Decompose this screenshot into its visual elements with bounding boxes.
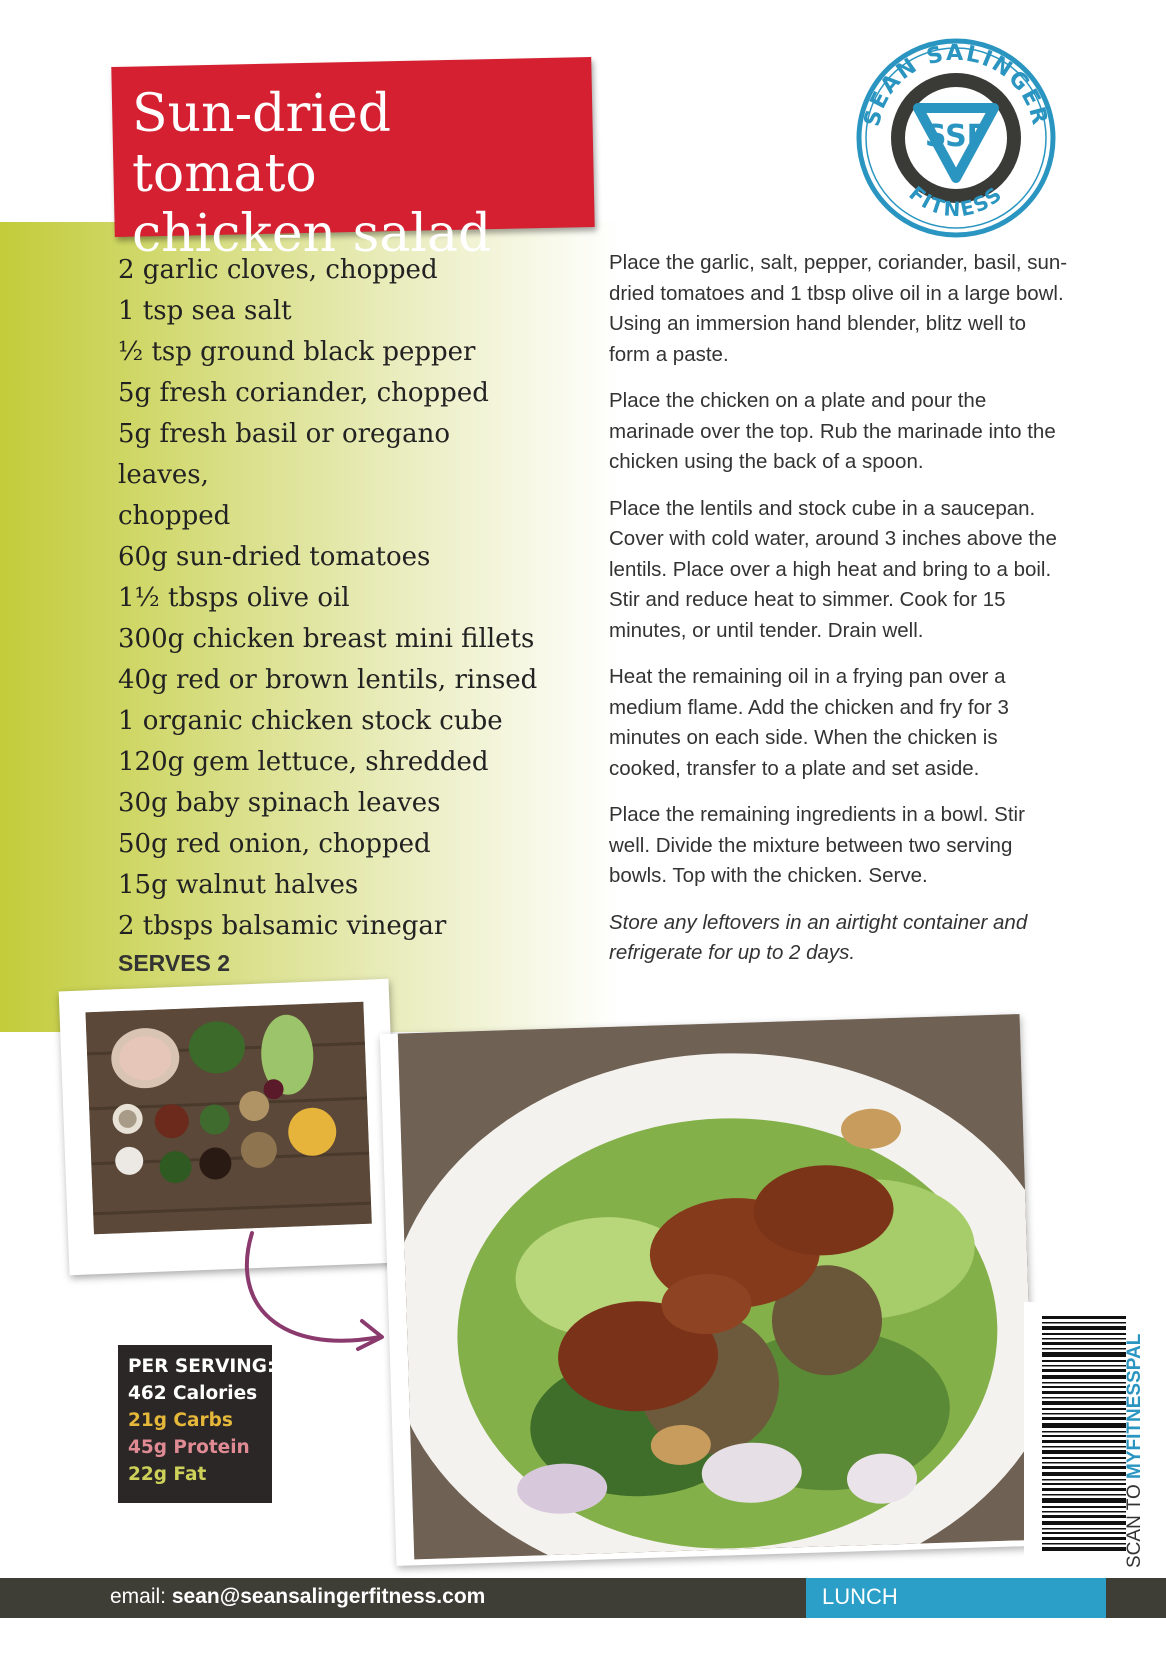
salad-photo [398,1014,1036,1559]
nutrition-fat: 22g Fat [128,1464,207,1485]
ingredient-item: 30g baby spinach leaves [118,788,441,818]
method-step: Place the garlic, salt, pepper, coriander, basil, sun-dried tomatoes and 1 tbsp olive oil in a large bowl. Using an immersion hand blender, blitz well to form a paste. [609,251,1068,366]
method-step: Place the remaining ingredients in a bowl. Stir well. Divide the mixture between two serving bowls. Top with the chicken. Serve. [609,803,1025,887]
ingredient-item: 5g fresh basil or oregano leaves, [118,419,450,490]
ingredient-list [118,250,538,947]
ingredient-item: 1½ tbsps olive oil [118,583,350,613]
serves-label: SERVES 2 [118,950,231,976]
ingredient-item: 120g gem lettuce, shredded [118,747,489,777]
nutrition-carbs: 21g Carbs [128,1410,233,1431]
logo-monogram: SSF [924,119,988,154]
ingredient-item: 40g red or brown lentils, rinsed [118,665,538,695]
ingredient-item: 1 organic chicken stock cube [118,706,503,736]
title-line-1: Sun-dried tomato [132,84,392,204]
scan-app-name: MYFITNESSPAL [1124,1333,1145,1479]
ingredient-item: 50g red onion, chopped [118,829,431,859]
nutrition-protein: 45g Protein [128,1437,250,1458]
ingredient-item: 1 tsp sea salt [118,296,292,326]
nutrition-calories: 462 Calories [128,1383,258,1404]
ingredient-item: 300g chicken breast mini fillets [118,624,535,654]
category-badge [806,1578,1106,1618]
nutrition-box [118,1345,275,1503]
email-address[interactable]: sean@seansalingerfitness.com [171,1585,486,1608]
email-label: email: [110,1585,167,1608]
ingredient-item: 2 garlic cloves, chopped [118,255,438,285]
method-step: Place the lentils and stock cube in a saucepan. Cover with cold water, around 3 inches above the lentils. Place over a high heat and bring to a boil. Stir and reduce heat to simmer. Cook for 15 minutes, or until tender. Drain well. [609,496,1057,642]
ingredient-item: 60g sun-dried tomatoes [118,542,431,572]
recipe-title [132,84,592,264]
storage-note: Store any leftovers in an airtight container and refrigerate for up to 2 days. [609,910,1028,964]
logo-bottom-text: FITNESS [904,181,1008,222]
ingredients-photo [85,1002,371,1235]
method-step: Place the chicken on a plate and pour the marinade over the top. Rub the marinade into the chicken using the back of a spoon. [609,389,1056,473]
title-line-2: chicken salad [132,204,492,264]
scan-instruction [1124,1334,1146,1568]
ssf-logo [856,38,1056,238]
footer-email [110,1585,485,1609]
ingredient-item: 15g walnut halves [118,870,359,900]
scan-prefix: SCAN TO [1124,1484,1145,1568]
ingredient-item: 2 tbsps balsamic vinegar [118,911,447,941]
method-steps [609,248,1069,985]
nutrition-heading: PER SERVING: [128,1356,275,1377]
ingredient-item: ½ tsp ground black pepper [118,337,476,367]
salad-photo-frame [380,1014,1036,1566]
category-label: LUNCH [822,1584,898,1609]
method-step: Heat the remaining oil in a frying pan over a medium flame. Add the chicken and fry for 3 minutes on each side. When the chicken is cooked, transfer to a plate and set aside. [609,665,1009,780]
ingredient-item: chopped [118,501,231,531]
ingredient-item: 5g fresh coriander, chopped [118,378,489,408]
logo-top-text: SEAN SALINGER [859,40,1053,129]
